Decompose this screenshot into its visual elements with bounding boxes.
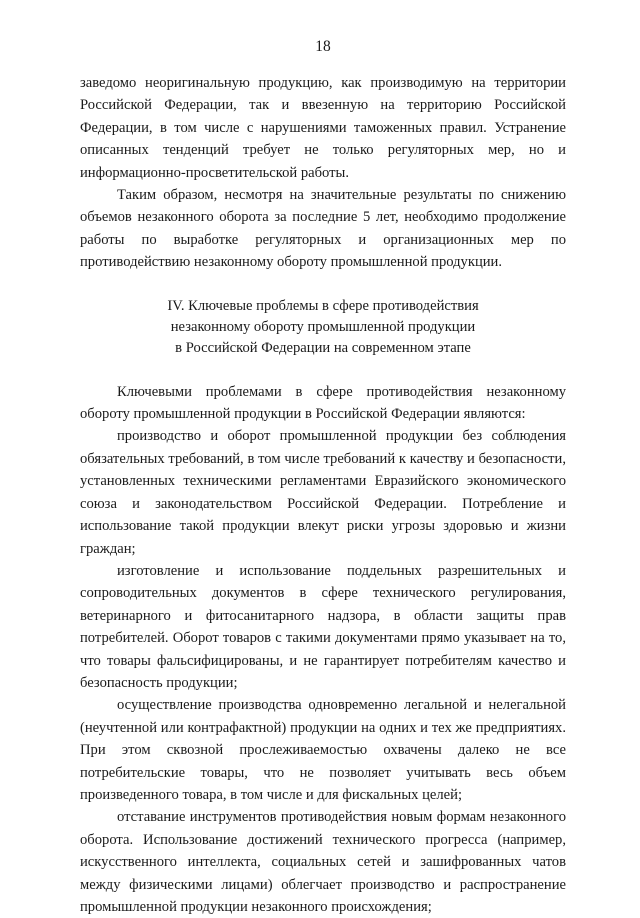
list-item: осуществление производства одновременно легальной и нелегальной (неучтенной или контрафактной) продукции на одних и тех же предприятиях. При этом сквозной прослеживаемостью охвачены далеко не все потребительские товары, что не позволяет учитывать весь объем произведенного товара, в том числе и для фискальных целей; (80, 697, 566, 803)
list-item: изготовление и использование поддельных разрешительных и сопроводительных документов в сфере технического регулирования, ветеринарного и фитосанитарного надзора, в области защиты прав потребителей. Оборот товаров с такими документами прямо указывает на то, что товары фальсифицированы, и не гарантирует потребителям качество и безопасность продукции; (80, 562, 566, 691)
paragraph: заведомо неоригинальную продукцию, как производимую на территории Российской Федерации, так и ввезенную на территорию Российской Федерации, в том числе с нарушениями таможенных правил. Устранение описанных тенденций требует не только регуляторных мер, но и информационно-просветительской работы. (80, 75, 566, 181)
paragraph: Таким образом, несмотря на значительные результаты по снижению объемов незаконного оборота за последние 5 лет, необходимо продолжение работы по выработке регуляторных и организационных мер по противодействию незаконному обороту промышленной продукции. (80, 187, 566, 271)
document-body (80, 72, 566, 918)
section-heading (80, 296, 566, 359)
list-item: отставание инструментов противодействия новым формам незаконного оборота. Использование достижений технического прогресса (например, искусственного интеллекта, социальных сетей и зашифрованных чатов между физическими лицами) облегчает производство и распространение промышленной продукции незаконного происхождения; (80, 809, 566, 915)
section-heading-line: в Российской Федерации на современном этапе (175, 339, 471, 356)
section-heading-line: IV. Ключевые проблемы в сфере противодействия (167, 297, 479, 314)
paragraph: Ключевыми проблемами в сфере противодействия незаконному обороту промышленной продукции в Российской Федерации являются: (80, 383, 566, 423)
section-heading-line: незаконному обороту промышленной продукции (170, 318, 476, 335)
list-item: производство и оборот промышленной продукции без соблюдения обязательных требований, в том числе требований к качеству и безопасности, установленных техническими регламентами Евразийского экономического союза и законодательством Российской Федерации. Потребление и использование такой продукции влекут риски угрозы здоровью и жизни граждан; (80, 428, 566, 557)
page-number: 18 (315, 38, 331, 55)
